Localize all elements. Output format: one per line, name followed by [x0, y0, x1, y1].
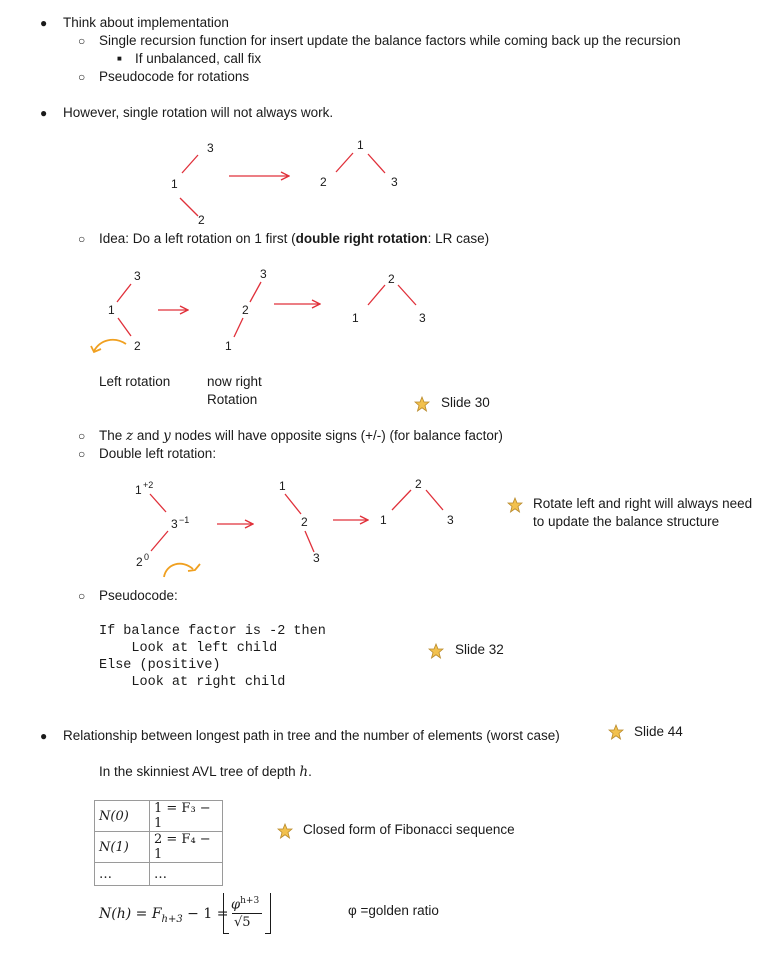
sub-bullet-text: Single recursion function for insert update the balance factors while coming back up the recursion [99, 33, 681, 48]
table-cell: … [95, 863, 150, 886]
table-cell: N(0) [95, 801, 150, 832]
tree-node: 2 [134, 339, 141, 353]
tree-node: 2 [198, 213, 205, 227]
bullet-text: However, single rotation will not always work. [63, 105, 334, 120]
tree-edge [151, 531, 168, 551]
tree-edge [392, 490, 411, 510]
tree-node: 1 [108, 303, 115, 317]
tree-edge [234, 318, 243, 337]
balance-factor: −1 [179, 515, 190, 525]
tree-edge [368, 285, 385, 305]
tree-node: 1 [225, 339, 232, 353]
phi-note: φ =golden ratio [348, 903, 439, 918]
slide-ref: Slide 32 [455, 642, 504, 657]
tree-edge [336, 153, 353, 172]
tree-node: 1 [135, 483, 142, 497]
rotate-note: Rotate left and right will always need [533, 496, 753, 511]
tree-edge [285, 494, 301, 514]
formula-denominator: √5 [234, 915, 251, 930]
tree-diagram-2 [117, 282, 416, 337]
tree-node: 3 [171, 517, 178, 531]
tree-node: 1 [380, 513, 387, 527]
code-line: Else (positive) [99, 658, 221, 673]
tree-node: 2 [136, 555, 143, 569]
tree-edge [117, 284, 131, 302]
formula-mid: − 1 = [182, 906, 229, 922]
tree-node: 1 [171, 177, 178, 191]
tree-node: 2 [242, 303, 249, 317]
left-rotation-label: Left rotation [99, 374, 171, 389]
table-cell: 1 = F₃ − 1 [150, 801, 223, 832]
code-line: If balance factor is -2 then [99, 624, 326, 639]
sub-bullet-text: Idea: Do a left rotation on 1 first (double right rotation: LR case) [99, 231, 490, 246]
tree-edge [368, 154, 385, 173]
code-line: Look at left child [99, 641, 278, 656]
tree-edge [180, 198, 198, 216]
table-cell: 2 = F₄ − 1 [150, 832, 223, 863]
tree-edge [398, 285, 416, 305]
fib-note: Closed form of Fibonacci sequence [303, 822, 515, 837]
tree-node: 3 [419, 311, 426, 325]
sub-bullet: ○ [78, 429, 86, 443]
bullet: ● [40, 106, 48, 120]
tree-edge [118, 318, 131, 336]
rotation-label: Rotation [207, 392, 258, 407]
sub-bullet-text: Pseudocode for rotations [99, 69, 250, 84]
tree-edge [250, 282, 261, 302]
sub-bullet: ○ [78, 589, 86, 603]
bullet-text: Relationship between longest path in tree and the number of elements (worst case) [63, 728, 560, 743]
tree-node: 3 [260, 267, 267, 281]
tree-node: 2 [388, 272, 395, 286]
tree-node: 2 [320, 175, 327, 189]
tree-node: 1 [352, 311, 359, 325]
tree-node: 3 [447, 513, 454, 527]
tree-edge [305, 531, 314, 552]
sub-bullet: ○ [78, 447, 86, 461]
sub-bullet: ○ [78, 70, 86, 84]
formula-numerator: $\varphi^{h+3}$ [231, 896, 260, 913]
sub-bullet-text: The z and y nodes will have opposite signs (+/-) (for balance factor) [99, 428, 503, 444]
slide-ref: Slide 44 [634, 724, 683, 739]
now-right-label: now right [207, 374, 262, 389]
skinniest-text: In the skinniest AVL tree of depth h. [99, 764, 312, 780]
tree-node: 1 [357, 138, 364, 152]
tree-node: 3 [207, 141, 214, 155]
sub-sub-bullet: ■ [117, 54, 122, 63]
tree-diagram-3 [150, 490, 443, 552]
tree-diagram-1 [180, 153, 385, 216]
sub-bullet-text: Pseudocode: [99, 588, 178, 603]
tree-node: 2 [415, 477, 422, 491]
sub-bullet: ○ [78, 34, 86, 48]
tree-edge [426, 490, 443, 510]
table-cell: … [150, 863, 223, 886]
balance-factor: 0 [144, 552, 150, 562]
sub-sub-bullet-text: If unbalanced, call fix [135, 51, 262, 66]
tree-node: 2 [301, 515, 308, 529]
tree-edge [150, 494, 166, 512]
sub-bullet: ○ [78, 232, 86, 246]
rotate-note: to update the balance structure [533, 514, 720, 529]
tree-node: 3 [313, 551, 320, 565]
formula-lhs: N(h) = F [99, 906, 162, 922]
tree-edge [182, 155, 198, 173]
table-cell: N(1) [95, 832, 150, 863]
formula-sub: h+3 [161, 913, 183, 925]
balance-factor: +2 [143, 480, 154, 490]
code-line: Look at right child [99, 675, 286, 690]
tree-node: 3 [134, 269, 141, 283]
sub-bullet-text: Double left rotation: [99, 446, 217, 461]
slide-ref: Slide 30 [441, 395, 490, 410]
tree-node: 1 [279, 479, 286, 493]
tree-node: 3 [391, 175, 398, 189]
bullet: ● [40, 16, 48, 30]
bullet: ● [40, 729, 48, 743]
bullet-text: Think about implementation [63, 15, 229, 30]
